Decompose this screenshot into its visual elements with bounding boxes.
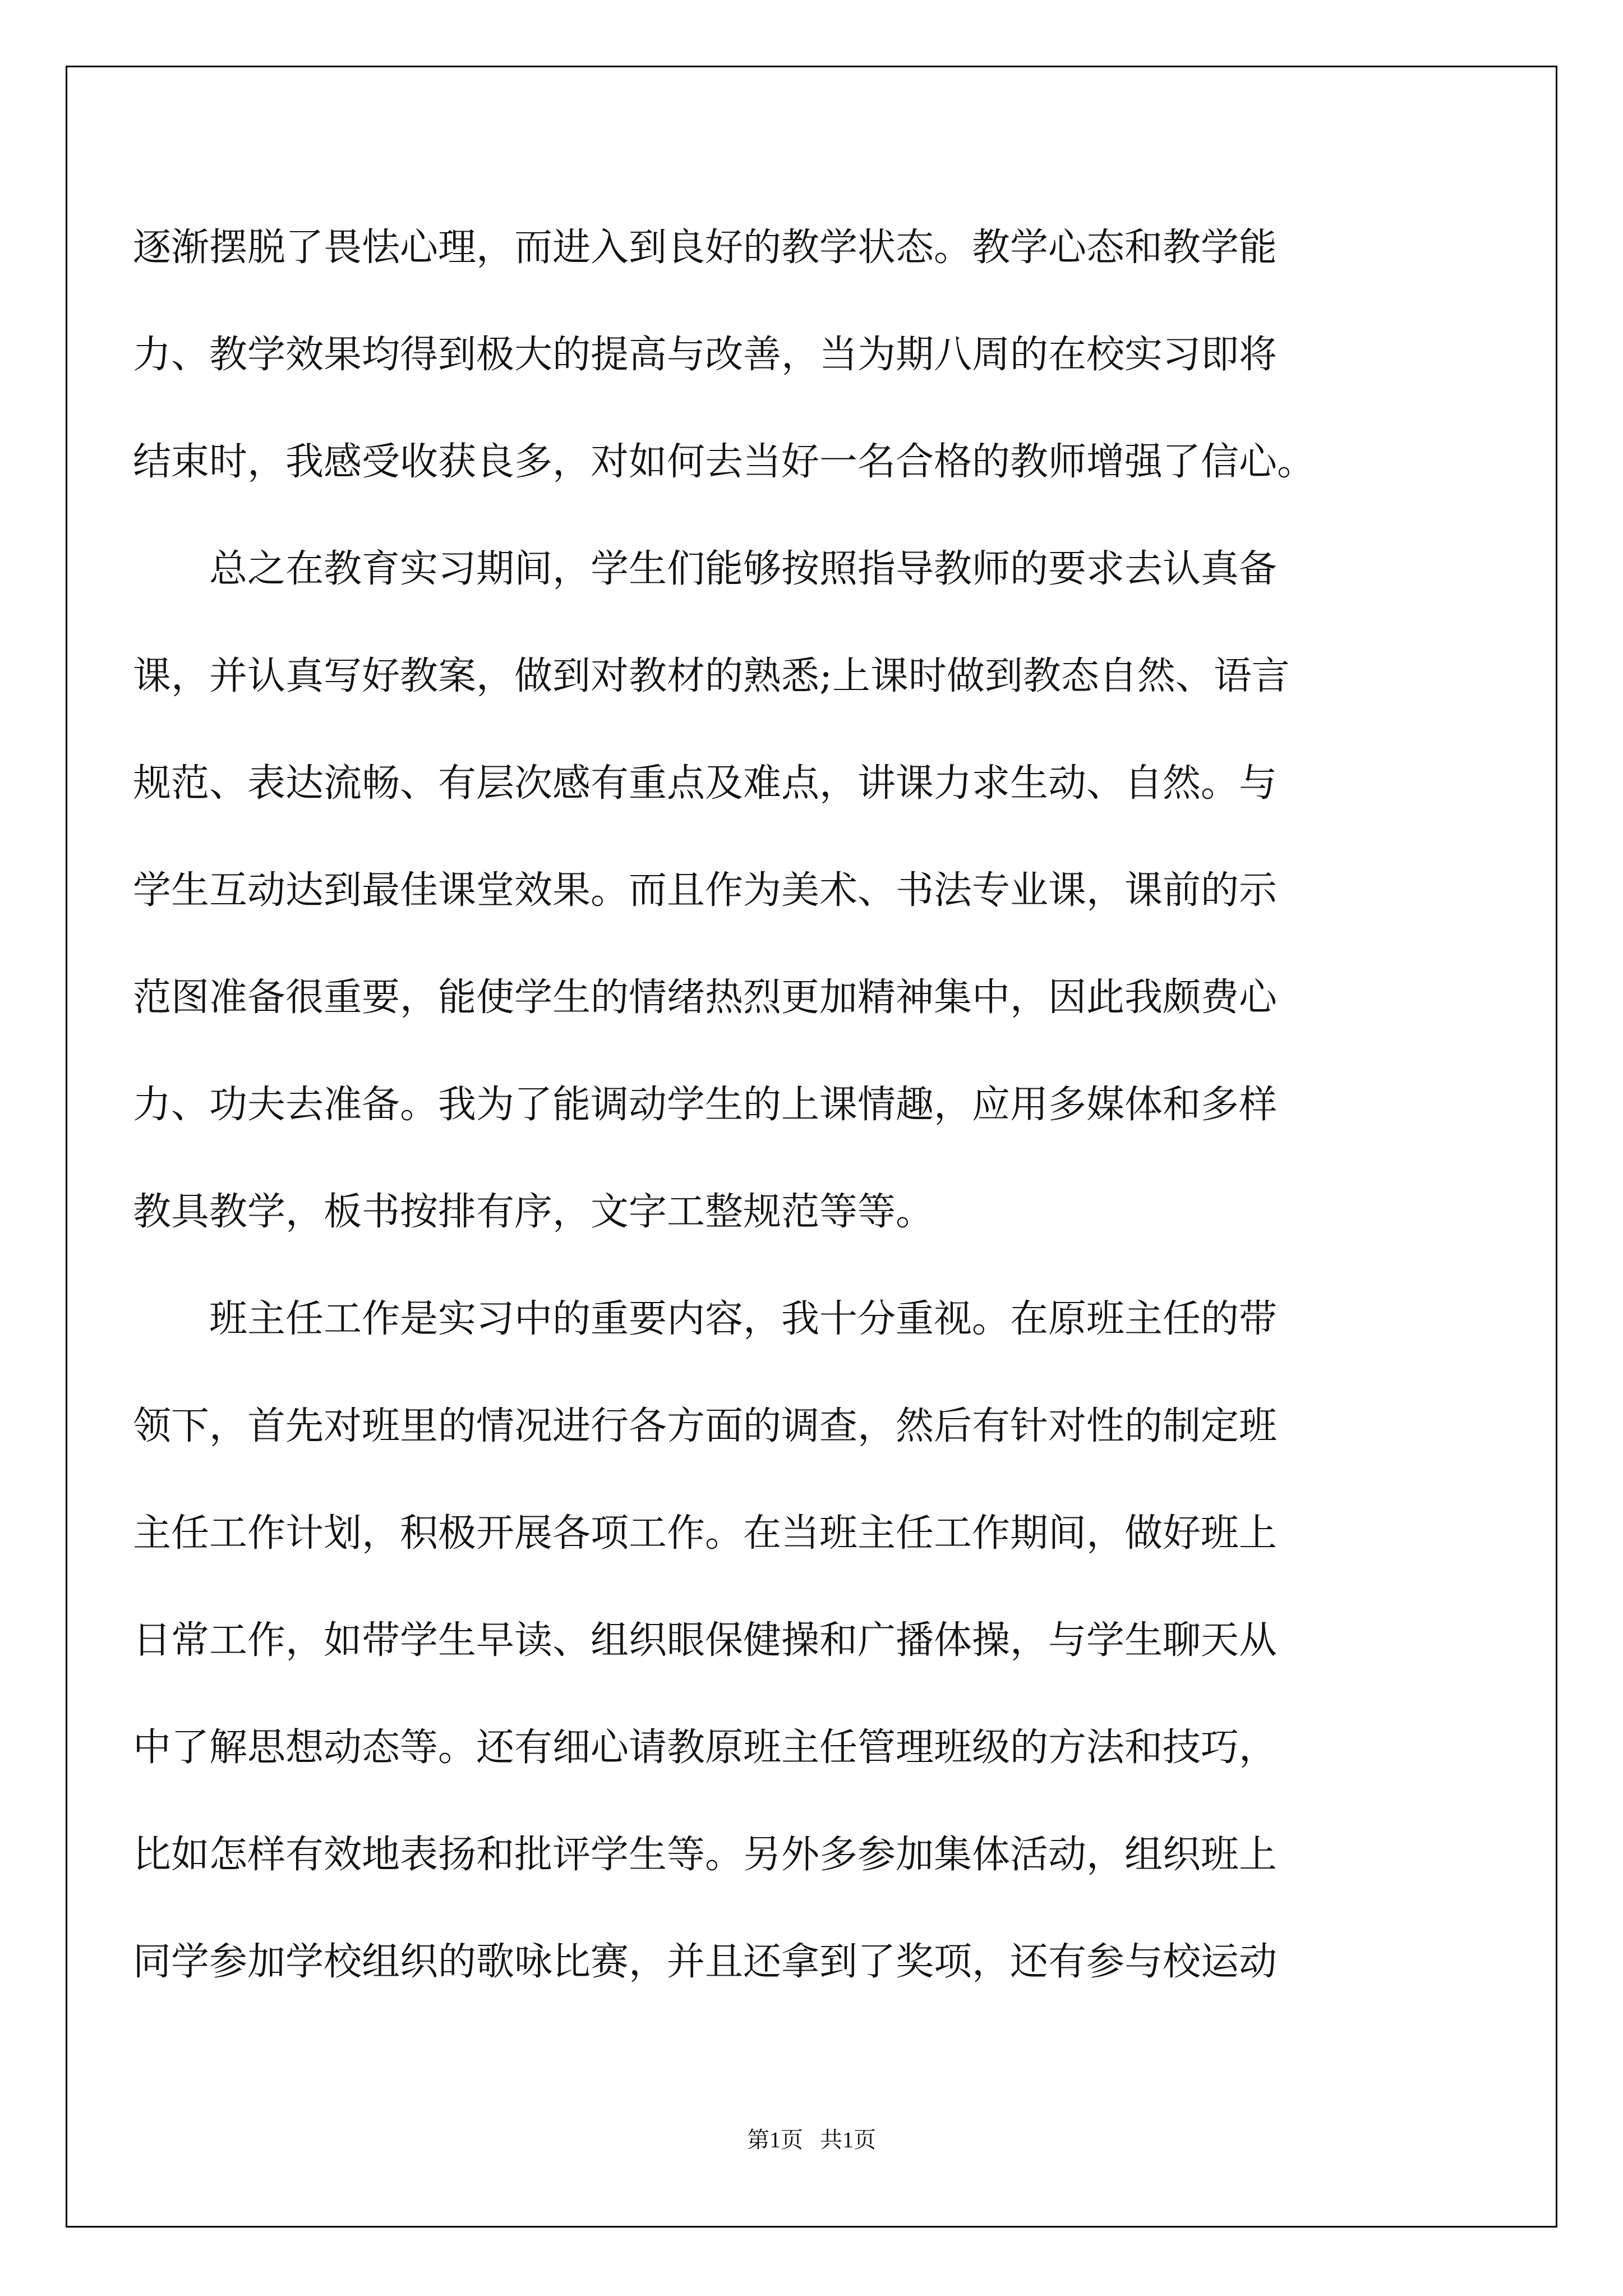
text-line: 力、教学效果均得到极大的提高与改善，当为期八周的在校实习即将 <box>133 333 1278 377</box>
page-number: 第1页 <box>747 2127 803 2152</box>
text-line: 日常工作，如带学生早读、组织眼保健操和广播体操，与学生聊天从 <box>133 1618 1278 1663</box>
page-total: 共1页 <box>820 2127 876 2152</box>
text-line: 逐渐摆脱了畏怯心理，而进入到良好的教学状态。教学心态和教学能 <box>133 226 1278 270</box>
page-footer <box>0 2129 1623 2151</box>
text-line: 范图准备很重要，能使学生的情绪热烈更加精神集中，因此我颇费心 <box>133 976 1278 1020</box>
text-line: 中了解思想动态等。还有细心请教原班主任管理班级的方法和技巧， <box>133 1726 1278 1770</box>
text-line: 总之在教育实习期间，学生们能够按照指导教师的要求去认真备 <box>133 547 1278 591</box>
page-border <box>66 66 1557 2228</box>
text-line: 学生互动达到最佳课堂效果。而且作为美术、书法专业课，课前的示 <box>133 868 1278 913</box>
text-line: 同学参加学校组织的歌咏比赛，并且还拿到了奖项，还有参与校运动 <box>133 1940 1278 1984</box>
text-line: 比如怎样有效地表扬和批评学生等。另外多参加集体活动，组织班上 <box>133 1833 1278 1877</box>
text-line: 课，并认真写好教案，做到对教材的熟悉;上课时做到教态自然、语言 <box>133 654 1290 698</box>
text-line: 领下，首先对班里的情况进行各方面的调查，然后有针对性的制定班 <box>133 1404 1278 1448</box>
text-line: 班主任工作是实习中的重要内容，我十分重视。在原班主任的带 <box>133 1297 1278 1341</box>
text-line: 规范、表达流畅、有层次感有重点及难点，讲课力求生动、自然。与 <box>133 761 1278 806</box>
text-line: 力、功夫去准备。我为了能调动学生的上课情趣，应用多媒体和多样 <box>133 1083 1278 1127</box>
text-line: 教具教学，板书按排有序，文字工整规范等等。 <box>133 1190 934 1234</box>
text-line: 结束时，我感受收获良多，对如何去当好一名合格的教师增强了信心。 <box>133 440 1316 484</box>
text-line: 主任工作计划，积极开展各项工作。在当班主任工作期间，做好班上 <box>133 1511 1278 1556</box>
